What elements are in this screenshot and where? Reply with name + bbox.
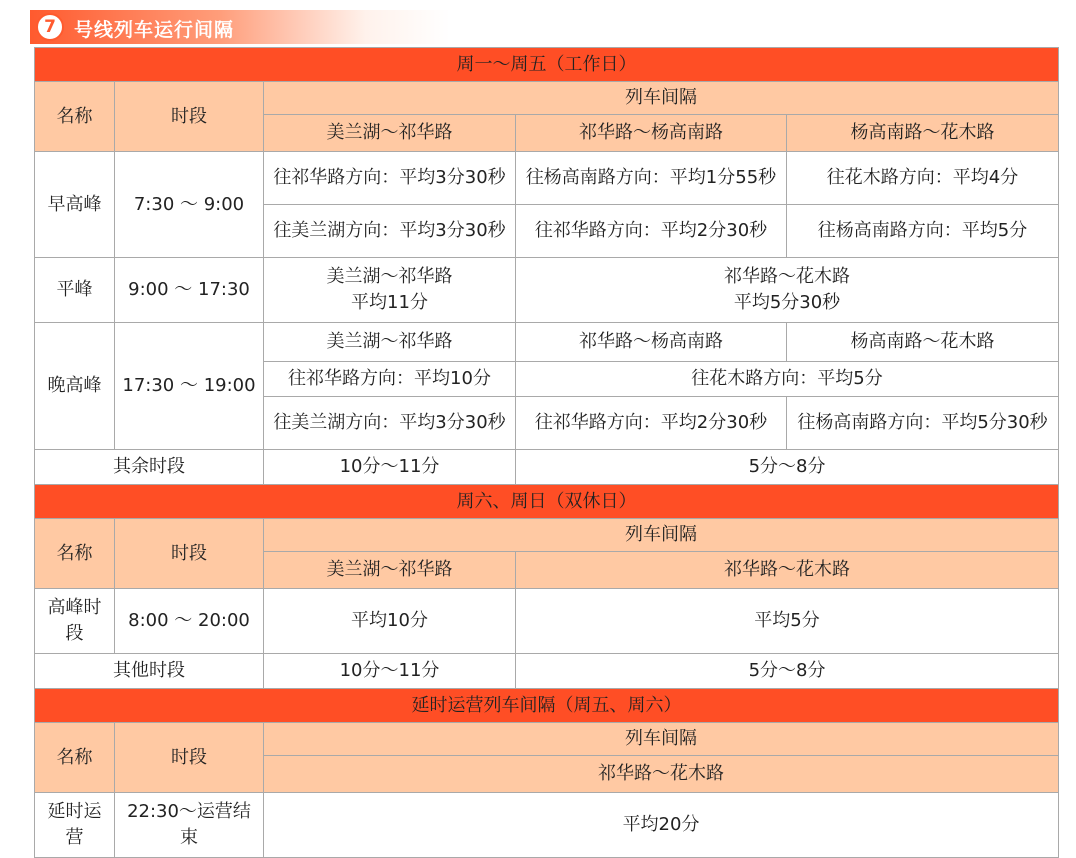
segment-header: 杨高南路～花木路 [787, 115, 1059, 152]
table-cell: 平均5分 [516, 589, 1059, 654]
table-cell: 往杨高南路方向：平均5分30秒 [787, 397, 1059, 450]
interval-table [34, 47, 1059, 858]
table-cell: 5分～8分 [516, 654, 1059, 689]
section-title: 号线列车运行间隔 [74, 19, 235, 41]
row-name: 晚高峰 [35, 323, 115, 450]
column-interval: 列车间隔 [264, 82, 1059, 115]
table-cell: 往美兰湖方向：平均3分30秒 [264, 397, 516, 450]
segment-label: 祁华路～花木路 [724, 266, 851, 287]
segment-header: 美兰湖～祁华路 [264, 115, 516, 152]
column-interval: 列车间隔 [264, 519, 1059, 552]
segment-label: 祁华路～杨高南路 [516, 323, 787, 362]
row-time: 22:30～运营结束 [115, 793, 264, 858]
row-name: 早高峰 [35, 152, 115, 258]
row-time: 9:00 ～ 17:30 [115, 258, 264, 323]
table-cell: 平均20分 [264, 793, 1059, 858]
table-cell: 往美兰湖方向：平均3分30秒 [264, 205, 516, 258]
column-period: 时段 [115, 82, 264, 152]
segment-header: 祁华路～花木路 [264, 756, 1059, 793]
table-cell: 10分～11分 [264, 450, 516, 485]
row-name: 平峰 [35, 258, 115, 323]
table-cell: 往杨高南路方向：平均5分 [787, 205, 1059, 258]
column-period: 时段 [115, 519, 264, 589]
table-cell: 往花木路方向：平均4分 [787, 152, 1059, 205]
column-interval: 列车间隔 [264, 723, 1059, 756]
table-cell: 往花木路方向：平均5分 [516, 362, 1059, 397]
row-name: 其余时段 [35, 450, 264, 485]
column-name: 名称 [35, 723, 115, 793]
table-cell: 往杨高南路方向：平均1分55秒 [516, 152, 787, 205]
segment-header: 美兰湖～祁华路 [264, 552, 516, 589]
segment-header: 祁华路～杨高南路 [516, 115, 787, 152]
interval-value: 平均5分30秒 [733, 292, 841, 313]
segment-header: 祁华路～花木路 [516, 552, 1059, 589]
weekday-section-title: 周一～周五（工作日） [35, 48, 1059, 82]
table-cell: 往祁华路方向：平均3分30秒 [264, 152, 516, 205]
column-period: 时段 [115, 723, 264, 793]
weekend-section-title: 周六、周日（双休日） [35, 485, 1059, 519]
number-badge: 7 [36, 13, 64, 41]
row-name: 高峰时段 [35, 589, 115, 654]
row-time: 8:00 ～ 20:00 [115, 589, 264, 654]
row-time: 7:30 ～ 9:00 [115, 152, 264, 258]
extended-section-title: 延时运营列车间隔（周五、周六） [35, 689, 1059, 723]
segment-label: 美兰湖～祁华路 [264, 323, 516, 362]
interval-value: 平均11分 [351, 292, 428, 313]
row-name: 延时运营 [35, 793, 115, 858]
table-cell [264, 258, 516, 323]
table-cell: 往祁华路方向：平均10分 [264, 362, 516, 397]
table-cell [516, 258, 1059, 323]
row-time: 17:30 ～ 19:00 [115, 323, 264, 450]
segment-label: 杨高南路～花木路 [787, 323, 1059, 362]
table-cell: 往祁华路方向：平均2分30秒 [516, 205, 787, 258]
column-name: 名称 [35, 519, 115, 589]
table-cell: 平均10分 [264, 589, 516, 654]
table-cell: 10分～11分 [264, 654, 516, 689]
segment-label: 美兰湖～祁华路 [326, 266, 453, 287]
column-name: 名称 [35, 82, 115, 152]
table-cell: 往祁华路方向：平均2分30秒 [516, 397, 787, 450]
section-header [30, 10, 450, 44]
table-cell: 5分～8分 [516, 450, 1059, 485]
row-name: 其他时段 [35, 654, 264, 689]
